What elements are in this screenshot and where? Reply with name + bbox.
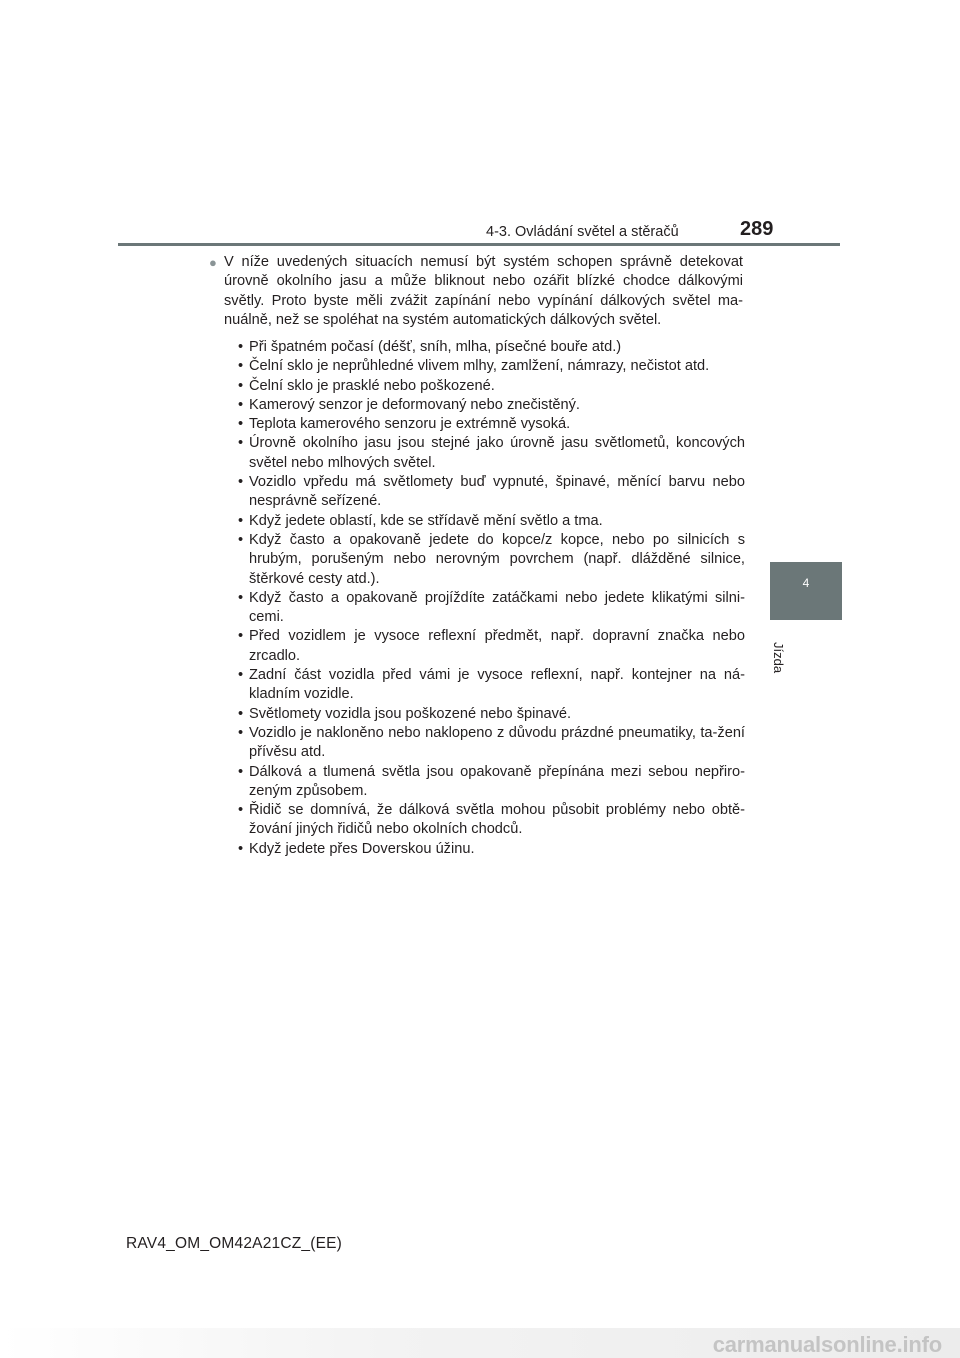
watermark-bar — [0, 1328, 960, 1358]
list-item: • Čelní sklo je neprůhledné vlivem mlhy, zamlžení, námrazy, nečistot atd. — [238, 357, 745, 376]
list-item: • Čelní sklo je prasklé nebo poškozené. — [238, 377, 745, 396]
list-item: • Při špatném počasí (déšť, sníh, mlha, písečné bouře atd.) — [238, 338, 745, 357]
header-divider — [118, 243, 840, 246]
list-item: • Když jedete přes Doverskou úžinu. — [238, 840, 745, 859]
chapter-tab — [770, 562, 842, 620]
list-item: • Světlomety vozidla jsou poškozené nebo špinavé. — [238, 705, 745, 724]
watermark-text: carmanualsonline.info — [712, 1332, 942, 1357]
chapter-title: Jízda — [771, 642, 786, 674]
intro-text: V níže uvedených situacích nemusí být systém schopen správně detekovat úrovně okolního jasu a může bliknout nebo ozářit blízké chodce dálkovými světly. Proto byste měli zvážit zapínání nebo vypínání dálkových světel ma-nuálně, než se spoléhat na systém automatických dálkových světel. — [224, 254, 743, 329]
list-item: • Dálková a tlumená světla jsou opakovaně přepínána mezi sebou nepřiro-zeným způsobem. — [238, 763, 745, 802]
list-item: • Před vozidlem je vysoce reflexní předmět, např. dopravní značka nebo zrcadlo. — [238, 627, 745, 666]
list-item: • Kamerový senzor je deformovaný nebo znečistěný. — [238, 396, 745, 415]
list-item: • Teplota kamerového senzoru je extrémně vysoká. — [238, 415, 745, 434]
intro-paragraph — [209, 253, 743, 331]
list-item: • Když jedete oblastí, kde se střídavě mění světlo a tma. — [238, 512, 745, 531]
list-item: • Když často a opakovaně projíždíte zatáčkami nebo jedete klikatými silni-cemi. — [238, 589, 745, 628]
document-code: RAV4_OM_OM42A21CZ_(EE) — [126, 1235, 343, 1252]
list-item: • Vozidlo je nakloněno nebo naklopeno z důvodu prázdné pneumatiky, ta-žení přívěsu atd. — [238, 724, 745, 763]
chapter-number: 4 — [802, 576, 810, 590]
list-item: • Úrovně okolního jasu jsou stejné jako úrovně jasu světlometů, koncových světel nebo mlhových světel. — [238, 434, 745, 473]
list-item: • Zadní část vozidla před vámi je vysoce reflexní, např. kontejner na ná-kladním vozidle. — [238, 666, 745, 705]
list-item: • Když často a opakovaně jedete do kopce/z kopce, nebo po silnicích s hrubým, porušeným nebo nerovným povrchem (např. dlážděné silnice, štěrkové cesty atd.). — [238, 531, 745, 589]
list-item: • Vozidlo vpředu má světlomety buď vypnuté, špinavé, měnící barvu nebo nesprávně seřízené. — [238, 473, 745, 512]
section-title: 4-3. Ovládání světel a stěračů — [486, 224, 679, 240]
conditions-list — [238, 338, 745, 859]
list-item: • Řidič se domnívá, že dálková světla mohou působit problémy nebo obtě-žování jiných řidičů nebo okolních chodců. — [238, 801, 745, 840]
page-number: 289 — [740, 218, 774, 240]
circle-bullet-icon: ● — [209, 255, 217, 270]
